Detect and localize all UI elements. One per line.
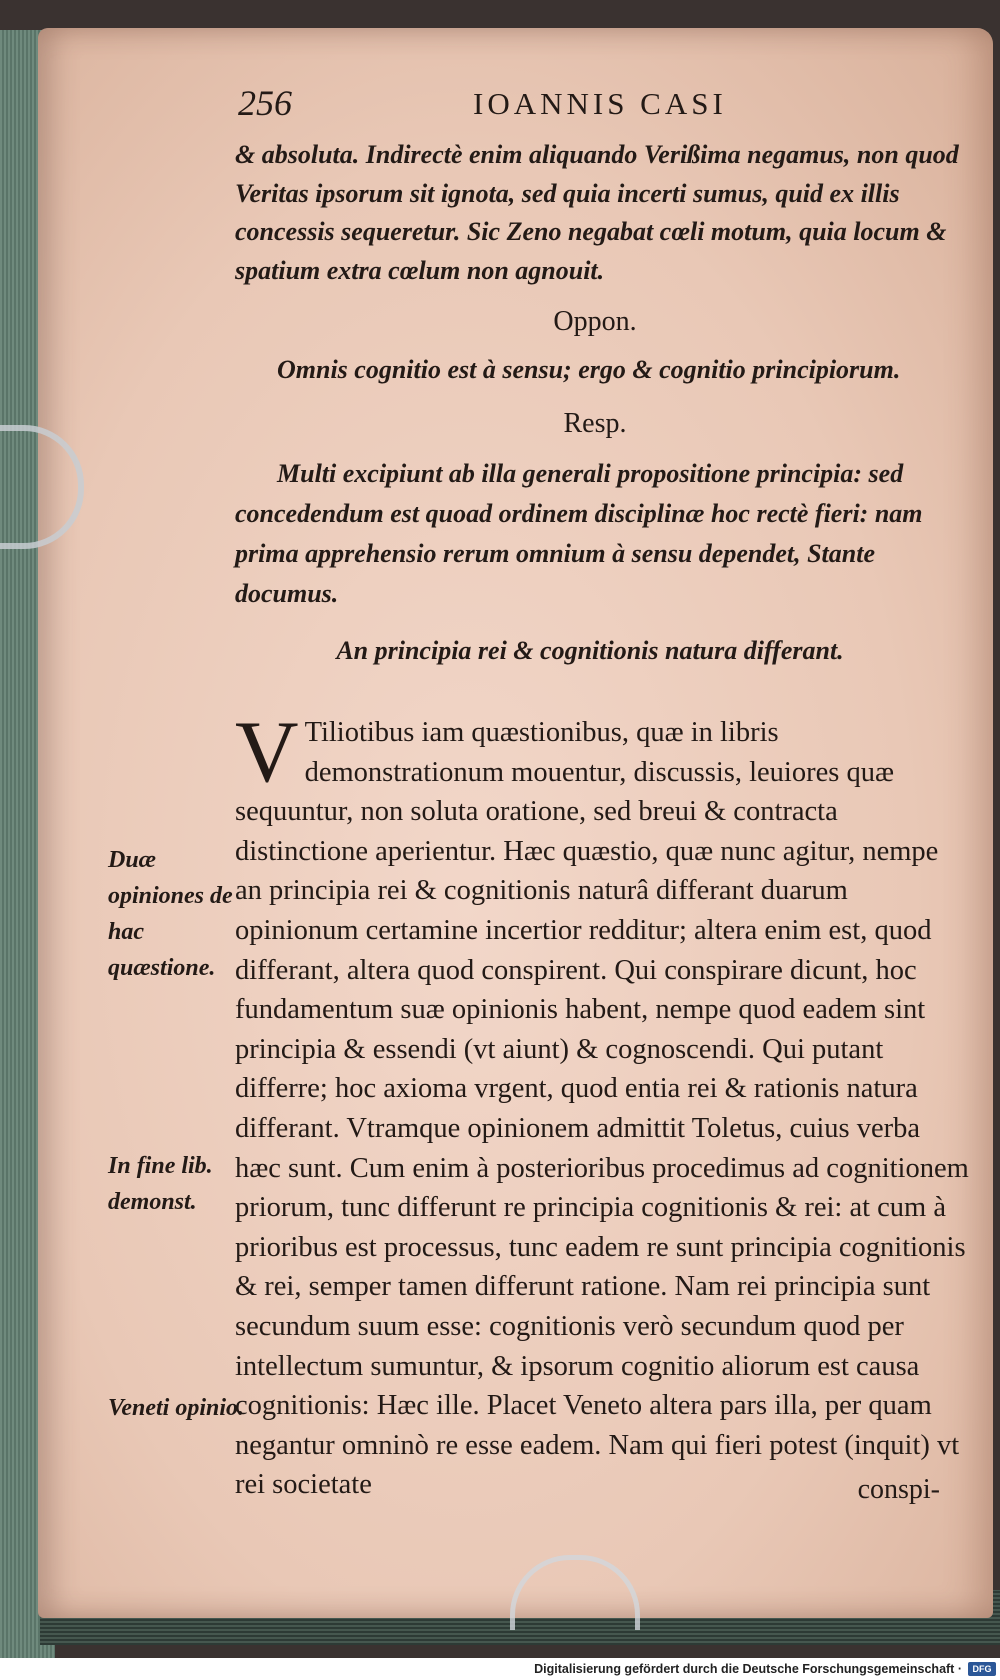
marginal-note: Duæ opiniones de hac quæstione. xyxy=(108,847,233,981)
marginal-note: Veneti opinio. xyxy=(108,1395,245,1421)
marginal-note: In fine lib. demonst. xyxy=(108,1153,213,1215)
body-paragraph xyxy=(235,704,970,1505)
body-text: Tiliotibus iam quæstionibus, quæ in libris demonstrationum mouentur, discussis, leuiores quæ sequuntur, non soluta oratione, sed breui & contracta distinctione aperientur. Hæc quæstio, quæ nunc agitur, nempe an principia rei & cognitionis naturâ differant duarum opinionum certamine incertior redditur; altera enim est, quod differant, altera quod conspirent. Qui conspirare dicunt, hoc fundamentum suæ opinionis habent, nempe quod eadem sint principia & essendi (vt aiunt) & cognoscendi. Qui putant differre; hoc axioma vrgent, quod entia rei & rationis natura differant. Vtramque opinionem admittit Toletus, cuius verba hæc sunt. Cum enim à posterioribus procedimus ad cognitionem priorum, tunc differunt re principia cognitionis & rei: at cum à prioribus est processus, tunc eadem re sunt principia cognitionis & rei, semper tamen differunt ratione. Nam rei principia sunt secundum suum esse: cognitionis verò secundum quod per intellectum sumuntur, & ipsorum cognitio aliorum est causa cognitionis: Hæc ille. Placet Veneto altera pars illa, per quam negantur omninò re esse eadem. Nam qui fieri potest (inquit) vt rei societate xyxy=(235,717,969,1501)
page-header xyxy=(238,82,958,132)
dfg-logo: DFG xyxy=(968,1662,996,1676)
response-heading: Resp. xyxy=(563,408,627,439)
response-text: Multi excipiunt ab illa generali propositione principia: sed concedendum est quoad ordinem disciplinæ hoc rectè fieri: nam prima apprehensio rerum omnium à sensu dependet, Stante documus. xyxy=(235,459,923,608)
top-paragraph: & absoluta. Indirectè enim aliquando Verißima negamus, non quod Veritas ipsorum sit ignota, sed quia incerti sumus, quid ex illis concessis sequeretur. Sic Zeno negabat cœli motum, quia locum & spatium extra cœlum non agnouit. xyxy=(235,140,959,285)
catchword: conspi- xyxy=(857,1474,940,1505)
page-number: 256 xyxy=(238,83,292,123)
footer-bar xyxy=(0,1658,1000,1680)
objection-heading: Oppon. xyxy=(553,306,637,337)
running-head: IOANNIS CASI xyxy=(473,86,727,121)
footer-credit: Digitalisierung gefördert durch die Deutsche Forschungsgemeinschaft · xyxy=(534,1662,962,1676)
objection-text: Omnis cognitio est à sensu; ergo & cognitio principiorum. xyxy=(277,355,901,384)
section-title: An principia rei & cognitionis natura differant. xyxy=(336,636,844,665)
drop-cap: V xyxy=(235,704,299,801)
